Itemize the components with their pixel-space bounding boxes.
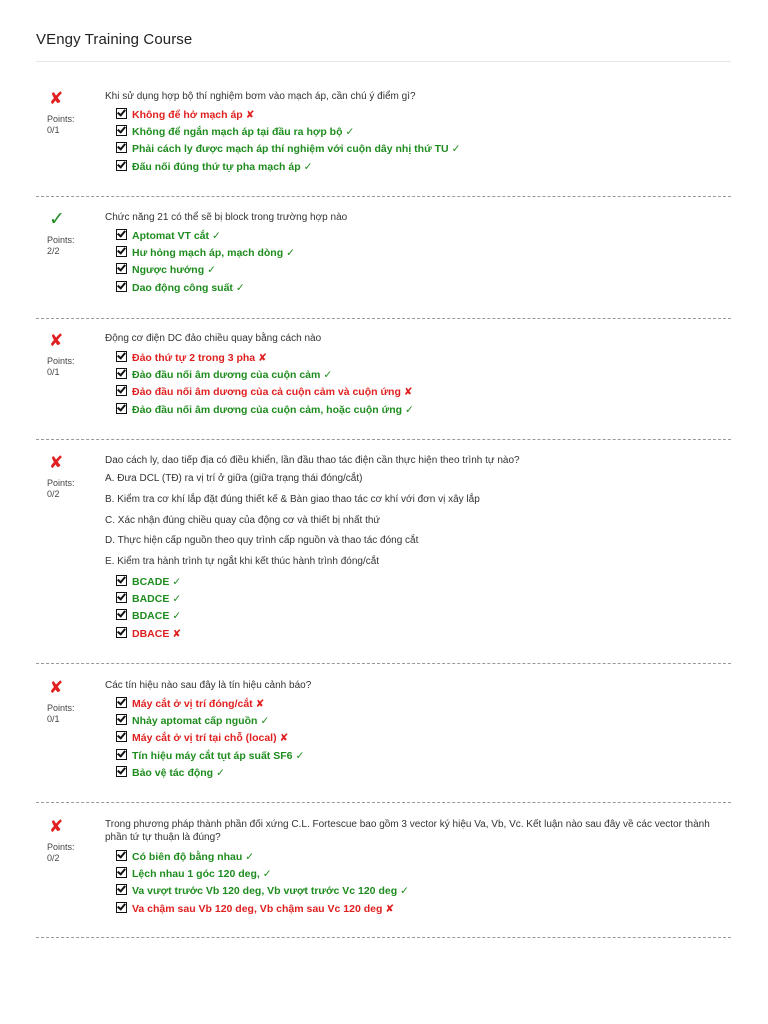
answer-text: Không để ngắn mạch áp tại đầu ra hợp bộ [132,126,343,139]
check-icon: ✓ [303,160,313,173]
points-value: 0/2 [47,853,60,863]
points-label: Points: [47,478,75,488]
checkbox-checked-icon [116,160,127,171]
check-icon: ✓ [172,593,182,606]
checkbox-checked-icon [116,246,127,257]
answer-text: Bảo vệ tác động [132,766,214,779]
check-icon: ✓ [235,281,245,294]
answer-list [116,228,295,297]
answer-item [116,245,295,262]
wrong-mark-icon: ✘ [49,678,64,697]
answer-text: Đảo đầu nối âm dương của cuộn cảm [132,369,321,382]
checkbox-checked-icon [116,749,127,760]
points-value: 0/1 [47,714,60,724]
check-icon: ✓ [405,403,414,416]
points-label: Points: [47,356,75,366]
answer-item [116,350,414,367]
answer-item [116,730,304,747]
answer-text: Máy cắt ở vị trí tại chỗ (local) [132,732,277,745]
answer-item [116,262,295,279]
answer-list [116,574,181,643]
points [47,356,75,378]
answer-item [116,159,460,176]
answer-item [116,228,295,245]
answer-text: Aptomat VT cắt [132,230,210,242]
checkbox-checked-icon [116,385,127,396]
answer-item [116,124,460,141]
points-label: Points: [47,235,75,245]
checkbox-checked-icon [116,609,127,620]
answer-text: BDACE [132,610,170,623]
checkbox-checked-icon [116,592,127,603]
check-icon: ✓ [245,851,255,863]
answer-item [116,901,409,918]
question-divider [36,937,731,938]
answer-text: Đảo đầu nối âm dương của cuộn cảm, hoặc cuộn ứng [132,403,403,416]
checkbox-checked-icon [116,351,127,362]
check-icon: ✓ [345,126,355,139]
check-icon: ✓ [323,369,333,382]
points-value: 0/1 [47,125,60,135]
points [47,235,75,257]
check-icon: ✓ [172,610,182,623]
answer-text: Phải cách ly được mạch áp thí nghiệm với cuộn dây nhị thứ TU [132,143,449,156]
answer-text: BADCE [132,593,170,606]
answer-text: Va vượt trước Vb 120 deg, Vb vượt trước Vc 120 deg [132,885,398,898]
answer-list [116,107,460,176]
answer-text: Dao động công suất [132,281,233,294]
answer-item [116,748,304,765]
checkbox-checked-icon [116,867,127,878]
answer-item [116,883,409,900]
answer-list [116,849,409,918]
question-text: Các tín hiệu nào sau đây là tín hiệu cảnh báo? [105,680,312,691]
option-item: A. Đưa DCL (TĐ) ra vị trí ở giữa (giữa trạng thái đóng/cắt) [105,473,363,484]
answer-item [116,280,295,297]
correct-mark-icon: ✓ [49,209,65,230]
points [47,703,75,725]
question-text: Động cơ điện DC đảo chiều quay bằng cách nào [105,333,322,344]
check-icon: ✓ [400,885,409,898]
answer-item [116,765,304,782]
checkbox-checked-icon [116,850,127,861]
checkbox-checked-icon [116,884,127,895]
answer-text: Nhảy aptomat cấp nguồn [132,715,258,728]
wrong-mark-icon: ✘ [49,331,64,350]
answer-item [116,574,181,591]
answer-text: Đảo đầu nối âm dương của cả cuộn cảm và cuộn ứng [132,386,401,399]
answer-item [116,608,181,625]
points [47,842,75,864]
option-item: E. Kiểm tra hành trình tự ngắt khi kết thúc hành trình đóng/cắt [105,556,380,568]
answer-item [116,849,409,866]
question-text: Khi sử dụng hợp bộ thí nghiệm bơm vào mạch áp, cần chú ý điểm gì? [105,91,416,102]
question-divider [36,663,731,664]
checkbox-checked-icon [116,108,127,119]
cross-icon: ✘ [258,352,267,364]
checkbox-checked-icon [116,627,127,638]
answer-text: Ngược hướng [132,264,205,277]
answer-text: Đảo thứ tự 2 trong 3 pha [132,352,256,364]
page-title: VEngy Training Course [36,31,193,48]
answer-text: Không để hở mạch áp [132,109,243,121]
checkbox-checked-icon [116,281,127,292]
check-icon: ✓ [286,247,295,260]
check-icon: ✓ [172,576,182,588]
answer-item [116,107,460,124]
checkbox-checked-icon [116,766,127,777]
check-icon: ✓ [260,715,270,728]
checkbox-checked-icon [116,714,127,725]
checkbox-checked-icon [116,731,127,742]
option-list [105,469,480,573]
checkbox-checked-icon [116,575,127,586]
answer-text: Va chậm sau Vb 120 deg, Vb chậm sau Vc 120 deg [132,902,383,915]
answer-item [116,591,181,608]
points [47,478,75,500]
checkbox-checked-icon [116,229,127,240]
question-text: Dao cách ly, dao tiếp địa có điều khiển, lần đầu thao tác điện cần thực hiện theo trình tự nào? [105,455,520,466]
checkbox-checked-icon [116,368,127,379]
cross-icon: ✘ [245,109,255,121]
points [47,114,75,136]
points-label: Points: [47,703,75,713]
answer-text: Có biên độ bằng nhau [132,851,243,863]
check-icon: ✓ [207,264,216,277]
cross-icon: ✘ [279,732,289,745]
checkbox-checked-icon [116,403,127,414]
answer-text: Hư hỏng mạch áp, mạch dòng [132,247,284,260]
answer-item [116,696,304,713]
question-divider [36,439,731,440]
answer-text: Lệch nhau 1 góc 120 deg, [132,868,260,881]
points-value: 0/2 [47,489,60,499]
checkbox-checked-icon [116,125,127,136]
wrong-mark-icon: ✘ [49,817,64,836]
answer-text: BCADE [132,576,170,588]
wrong-mark-icon: ✘ [49,453,64,472]
cross-icon: ✘ [172,627,182,640]
question-text: Chức năng 21 có thể sẽ bị block trong trường hợp nào [105,212,348,223]
question-divider [36,802,731,803]
answer-item [116,384,414,401]
check-icon: ✓ [212,230,221,242]
points-value: 2/2 [47,246,60,256]
answer-item [116,402,414,419]
check-icon: ✓ [295,749,305,762]
answer-list [116,350,414,419]
answer-list [116,696,304,782]
cross-icon: ✘ [403,386,413,399]
checkbox-checked-icon [116,142,127,153]
wrong-mark-icon: ✘ [49,89,64,108]
checkbox-checked-icon [116,902,127,913]
cross-icon: ✘ [255,698,265,710]
answer-item [116,866,409,883]
answer-item [116,626,181,643]
answer-item [116,367,414,384]
answer-text: DBACE [132,627,170,640]
check-icon: ✓ [451,143,461,156]
answer-text: Máy cắt ở vị trí đóng/cắt [132,698,253,710]
points-label: Points: [47,842,75,852]
answer-item [116,713,304,730]
title-divider [36,61,731,62]
option-item: C. Xác nhận đúng chiều quay của động cơ và thiết bị nhất thứ [105,514,381,526]
checkbox-checked-icon [116,697,127,708]
question-text: Trong phương pháp thành phần đối xứng C.L. Fortescue bao gồm 3 vector ký hiệu Va, Vb, Vc. Kết luận nào sau đây về các vector thành phần tứ tự thuận là đúng? [105,819,710,843]
check-icon: ✓ [216,766,225,779]
answer-text: Tín hiệu máy cắt tụt áp suất SF6 [132,749,293,762]
answer-item [116,141,460,158]
question-divider [36,318,731,319]
question-divider [36,196,731,197]
checkbox-checked-icon [116,263,127,274]
option-item: B. Kiểm tra cơ khí lắp đặt đúng thiết kế & Bàn giao thao tác cơ khí với đơn vị xây lắp [105,493,480,505]
cross-icon: ✘ [385,902,395,915]
answer-text: Đấu nối đúng thứ tự pha mạch áp [132,160,301,173]
check-icon: ✓ [262,868,272,881]
option-item: D. Thực hiện cấp nguồn theo quy trình cấp nguồn và thao tác đóng cắt [105,535,419,547]
points-label: Points: [47,114,75,124]
points-value: 0/1 [47,367,60,377]
